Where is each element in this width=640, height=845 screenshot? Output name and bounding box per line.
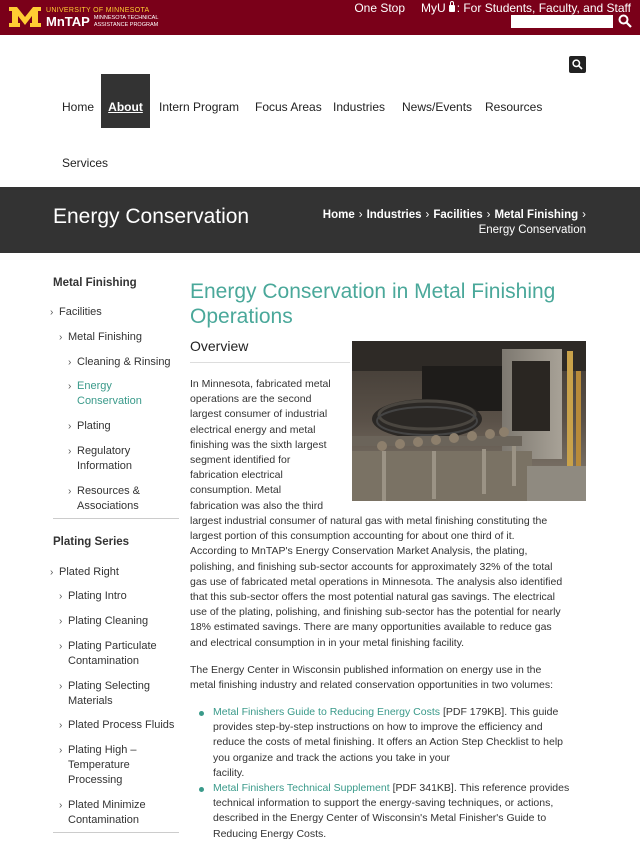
sidebar-divider: [53, 832, 179, 833]
nav-about[interactable]: [101, 74, 150, 128]
breadcrumb-facilities[interactable]: Facilities: [433, 209, 483, 221]
article-title: [190, 279, 590, 329]
sidebar-item-label: Metal Finishing: [68, 331, 142, 343]
chevron-right-icon: ›: [68, 421, 72, 432]
sidebar-item-plating-selecting-materials[interactable]: [59, 679, 150, 709]
sidebar-item-facilities[interactable]: [50, 305, 102, 320]
sidebar-item-label: Cleaning & Rinsing: [77, 356, 171, 368]
myu-link[interactable]: [421, 1, 631, 15]
program-name: MINNESOTA TECHNICAL ASSISTANCE PROGRAM: [93, 15, 159, 28]
sidebar-heading-metal-finishing: Metal Finishing: [53, 277, 137, 289]
sidebar-item-label: Plating High –: [68, 744, 137, 756]
sidebar-item-label: Regulatory: [77, 445, 131, 457]
breadcrumb: [323, 208, 586, 238]
chevron-right-icon: ›: [59, 681, 63, 692]
breadcrumb-separator: ›: [486, 209, 491, 221]
sidebar-item-plating-cleaning[interactable]: [59, 614, 149, 629]
sidebar-item-label: Contamination: [68, 655, 139, 667]
nav-resources[interactable]: Resources: [485, 100, 543, 114]
sidebar-item-label: Facilities: [59, 306, 102, 318]
breadcrumb-metal-finishing[interactable]: Metal Finishing: [494, 209, 579, 221]
paragraph-line: consumption. Metal: [190, 484, 282, 497]
sidebar-item-regulatory-information[interactable]: [68, 444, 133, 474]
sidebar-item-label: Temperature: [68, 759, 130, 771]
umn-m-logo-icon: [8, 6, 42, 28]
lock-icon: [449, 5, 455, 12]
university-name: UNIVERSITY OF MINNESOTA: [46, 6, 150, 14]
paragraph-line: Reducing Energy Costs.: [213, 827, 327, 840]
paragraph-line: reduce the costs of metal finishing. It offers an Action Step Checklist to help: [213, 736, 563, 749]
sidebar-item-resources-associations[interactable]: [68, 484, 140, 514]
sidebar-item-label: Processing: [68, 774, 123, 786]
sidebar-item-plated-minimize-contamination[interactable]: [59, 798, 146, 828]
sidebar-item-plating-particulate-contamination[interactable]: [59, 639, 157, 669]
sidebar-item-metal-finishing[interactable]: [59, 330, 142, 345]
paragraph-line: 18% estimated savings. There are many opportunities available to reduce gas: [190, 621, 552, 634]
nav-news-events[interactable]: News/Events: [402, 100, 473, 114]
sidebar-item-plating[interactable]: [68, 419, 111, 434]
sidebar-item-label: Plated Right: [59, 566, 119, 578]
sidebar-item-energy-conservation[interactable]: [68, 379, 142, 409]
chevron-right-icon: ›: [59, 720, 63, 731]
paragraph-line: electrical energy and metal: [190, 423, 316, 436]
breadcrumb-current: Energy Conservation: [478, 224, 586, 236]
nav-intern-program[interactable]: Intern Program: [159, 100, 240, 114]
breadcrumb-industries[interactable]: Industries: [366, 209, 422, 221]
paragraph-line: provides step-by-step instructions on how to improve the efficiency and: [213, 721, 543, 734]
sidebar-item-label: Information: [77, 460, 133, 472]
sidebar-item-label: Plated Process Fluids: [68, 719, 175, 731]
brand-name: MnTAP: [46, 13, 90, 29]
page-header-band: [0, 187, 640, 253]
nav-focus-areas[interactable]: Focus Areas: [255, 100, 322, 114]
breadcrumb-home[interactable]: Home: [322, 209, 355, 221]
overview-paragraph-wrapped: [190, 377, 348, 514]
chevron-right-icon: ›: [68, 357, 72, 368]
site-search-input[interactable]: [511, 15, 613, 28]
bullet-text: [PDF 179KB]. This guide: [440, 706, 559, 718]
sidebar-item-label: Resources &: [77, 485, 140, 497]
breadcrumb-separator: ›: [582, 209, 586, 221]
paragraph-line: you organize and track the actions you take in your: [213, 751, 450, 764]
page-title: Energy Conservation: [53, 205, 250, 228]
sidebar-heading-plating-series: Plating Series: [53, 536, 130, 548]
nav-services[interactable]: Services: [62, 156, 109, 170]
paragraph-line: The Energy Center in Wisconsin published information on energy use in the: [190, 664, 542, 676]
bullet-icon: [199, 787, 204, 792]
paragraph-line: fabrication was also the third: [190, 499, 324, 512]
article-title-line: Operations: [190, 305, 293, 328]
metal-finishers-guide-link[interactable]: Metal Finishers Guide to Reducing Energy Costs: [213, 706, 441, 718]
chevron-right-icon: ›: [50, 567, 54, 578]
sidebar-item-plating-intro[interactable]: [59, 589, 127, 604]
metal-finishing-furnace-photo: [352, 341, 586, 501]
nav-search-button[interactable]: [569, 56, 586, 73]
mntap-logo[interactable]: [8, 5, 166, 29]
sidebar-item-plated-process-fluids[interactable]: [59, 718, 175, 733]
overview-paragraph-full: [190, 514, 590, 651]
nav-industries[interactable]: Industries: [333, 100, 386, 114]
sidebar-item-label: Plating Cleaning: [68, 615, 149, 627]
paragraph-line: polishing, and finishing sub-sector accounts for approximately 32% of the total: [190, 560, 553, 573]
paragraph-line: finishing was the sixth largest: [190, 438, 327, 451]
bullet-text: [PDF 341KB]. This reference provides: [389, 782, 570, 794]
paragraph-line: operations are the second: [190, 393, 312, 406]
chevron-right-icon: ›: [68, 381, 72, 392]
paragraph-line: technical information to support the energy-saving techniques, or actions,: [213, 797, 554, 810]
breadcrumb-separator: ›: [358, 209, 363, 221]
paragraph-line: largest portion of this consumption accounting for about one third of it.: [190, 530, 515, 543]
breadcrumb-separator: ›: [425, 209, 430, 221]
nav-about-label: About: [108, 100, 143, 114]
paragraph-line: largest industrial consumer of natural gas with metal finishing constituting the: [190, 515, 548, 527]
chevron-right-icon: ›: [59, 591, 63, 602]
sidebar-item-label: Plating Intro: [68, 590, 127, 602]
sidebar-item-label: Materials: [68, 695, 113, 707]
myu-label: MyU: [421, 1, 446, 15]
bullet-item-guide: [213, 705, 593, 781]
paragraph-line: gas use of fabricated metal operations in Minnesota. The analysis also identified: [190, 575, 563, 588]
sidebar-item-cleaning-rinsing[interactable]: [68, 355, 171, 370]
chevron-right-icon: ›: [68, 486, 72, 497]
paragraph-line: In Minnesota, fabricated metal: [190, 378, 331, 390]
bullet-item-supplement: [213, 781, 593, 842]
paragraph-line: that this sub-sector offers the most potential natural gas savings. The electrical: [190, 591, 555, 604]
sidebar-item-label: Plating Particulate: [68, 640, 157, 652]
sidebar-item-label: Plating: [77, 420, 111, 432]
sidebar-item-label: Plated Minimize: [68, 799, 146, 811]
paragraph-line: segment identified for: [190, 454, 291, 467]
technical-supplement-link[interactable]: Metal Finishers Technical Supplement: [213, 782, 390, 794]
section-divider: [190, 362, 350, 363]
paragraph-line: metal finishing industry and related conservation opportunities in two volumes:: [190, 679, 554, 692]
chevron-right-icon: ›: [59, 641, 63, 652]
paragraph-line: facility.: [213, 766, 245, 779]
chevron-right-icon: ›: [50, 307, 54, 318]
sidebar-item-label: Plating Selecting: [68, 680, 150, 692]
bullet-icon: [199, 711, 204, 716]
paragraph-line: and electrical consumption in in your metal finishing facility.: [190, 636, 465, 649]
chevron-right-icon: ›: [59, 745, 63, 756]
sidebar-item-plated-right[interactable]: [50, 565, 119, 580]
article-title-line: Energy Conservation in Metal Finishing: [190, 280, 556, 303]
section-heading-overview: Overview: [190, 338, 249, 354]
sidebar-item-plating-high-temperature[interactable]: [59, 743, 137, 788]
chevron-right-icon: ›: [59, 800, 63, 811]
chevron-right-icon: ›: [68, 446, 72, 457]
one-stop-link[interactable]: One Stop: [354, 1, 406, 15]
myu-suffix: : For Students, Faculty, and Staff: [456, 1, 631, 15]
sidebar-divider: [53, 518, 179, 519]
sidebar-item-label: Conservation: [77, 395, 142, 407]
paragraph-line: described in the Energy Center of Wisconsin's Metal Finisher's Guide to: [213, 812, 547, 825]
paragraph-line: fabrication electrical: [190, 469, 283, 482]
sidebar-item-label: Energy: [77, 380, 112, 392]
search-icon: [572, 59, 583, 70]
paragraph-line: use of the plating, polishing, and finishing sub-sector has the potential for nearly: [190, 606, 561, 619]
chevron-right-icon: ›: [59, 332, 63, 343]
sidebar-item-label: Contamination: [68, 814, 139, 826]
sidebar-item-label: Associations: [77, 500, 139, 512]
chevron-right-icon: ›: [59, 616, 63, 627]
university-header-bar: [0, 0, 640, 35]
paragraph-line: According to MnTAP's Energy Conservation Market Analysis, the plating,: [190, 545, 528, 558]
paragraph-line: largest consumer of industrial: [190, 408, 328, 421]
energy-center-paragraph: [190, 663, 590, 693]
nav-home[interactable]: Home: [62, 100, 95, 114]
search-icon[interactable]: [618, 14, 632, 28]
